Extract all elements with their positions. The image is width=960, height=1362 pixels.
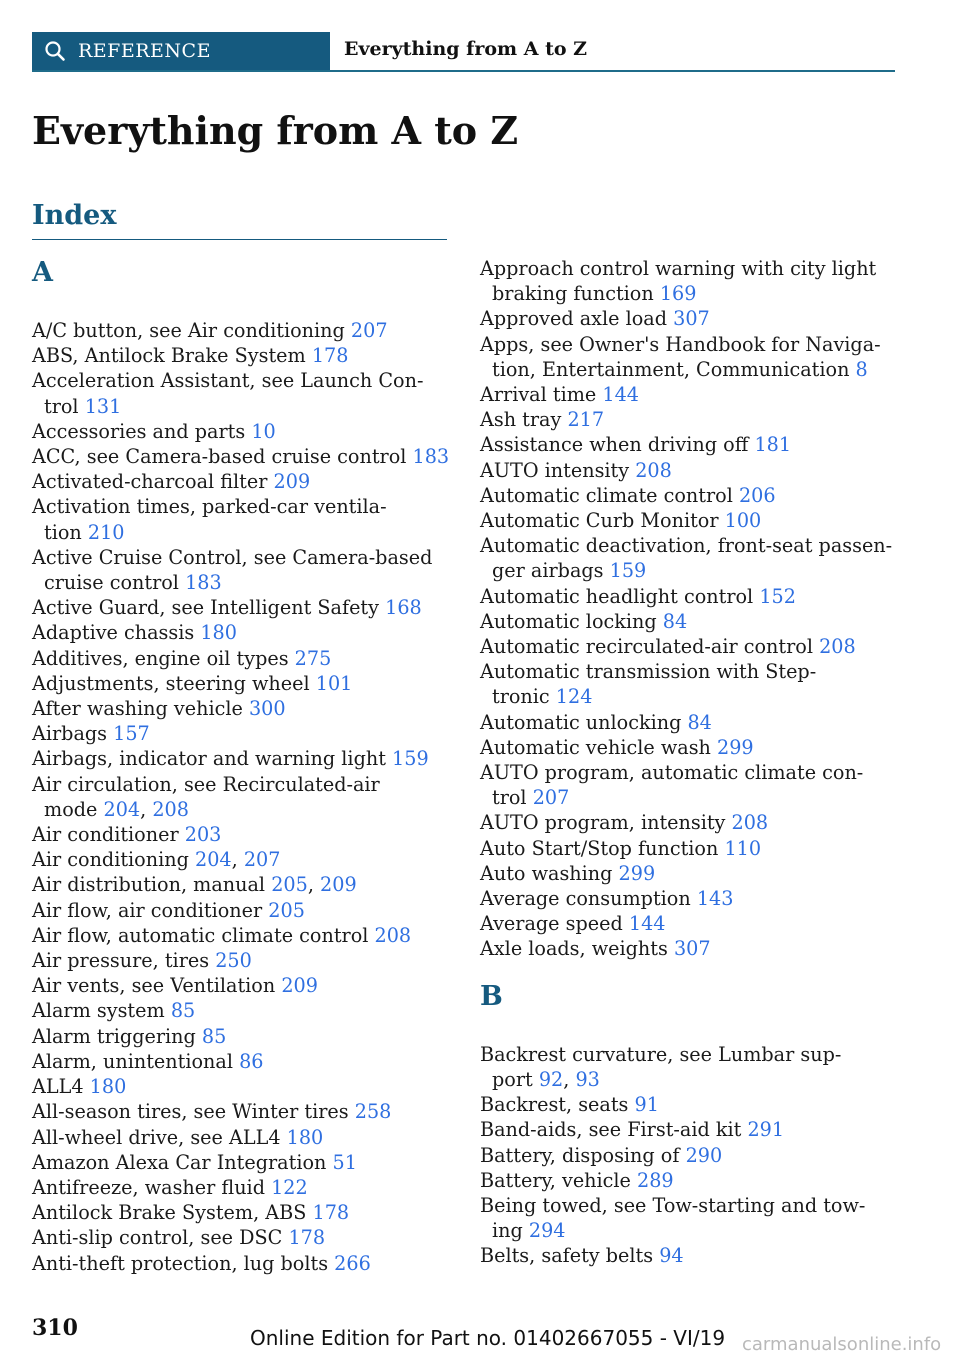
page-link[interactable]: 181 xyxy=(754,433,792,457)
page-link[interactable]: 307 xyxy=(673,307,710,331)
index-entry-text: Activated-charcoal filter xyxy=(32,470,268,494)
page-link[interactable]: 258 xyxy=(354,1100,392,1124)
index-entry-text: Adjustments, steering wheel xyxy=(32,671,310,695)
index-entry-text: Automatic vehicle wash xyxy=(480,735,711,759)
page-link[interactable]: 250 xyxy=(215,949,252,973)
index-entry xyxy=(32,318,452,343)
index-entry-text: Being towed, see Tow-starting and tow- ing xyxy=(480,1193,866,1243)
page-link[interactable]: 152 xyxy=(759,584,796,608)
page-link[interactable]: 205 xyxy=(268,898,305,922)
index-entry-text: Arrival time xyxy=(480,383,597,407)
index-entry-text: All-wheel drive, see ALL4 xyxy=(32,1125,281,1149)
footer-edition-text: Online Edition for Part no. 01402667055 - VI/19 xyxy=(250,1326,726,1350)
index-entry-text: Battery, vehicle xyxy=(480,1168,631,1192)
page-link[interactable]: 209 xyxy=(281,974,318,998)
index-entry xyxy=(32,1200,452,1225)
letter-heading-a: A xyxy=(32,257,53,288)
index-entry xyxy=(480,810,900,835)
index-entry-text: Average consumption xyxy=(480,887,691,911)
index-entry-text: Automatic unlocking xyxy=(480,710,682,734)
index-entry: Backrest curvature, see Lumbar sup- port 92, 93 xyxy=(480,1042,842,1091)
page-link[interactable]: 208 xyxy=(152,797,189,821)
index-entry-text: Adaptive chassis xyxy=(32,621,195,645)
page-header xyxy=(32,32,895,72)
page-link[interactable]: 122 xyxy=(271,1175,308,1199)
page-link[interactable]: 8 xyxy=(855,357,868,381)
page-link[interactable]: 294 xyxy=(528,1219,566,1243)
index-entry xyxy=(32,721,452,746)
index-entry xyxy=(480,936,900,961)
index-entry-text: Active Cruise Control, see Camera-based cruise control xyxy=(32,545,433,595)
page-link[interactable]: 203 xyxy=(184,823,222,847)
page-link[interactable]: 159 xyxy=(392,747,429,771)
index-entry xyxy=(32,1251,452,1276)
index-entry xyxy=(32,494,452,544)
index-entry xyxy=(480,1168,900,1193)
index-entry-text: Automatic transmission with Step- tronic xyxy=(480,660,817,709)
index-entry-text: After washing vehicle xyxy=(32,697,243,721)
index-entry-text: Acceleration Assistant, see Launch Con- trol xyxy=(32,369,424,418)
index-entry-text: Alarm triggering xyxy=(32,1024,196,1048)
index-entry xyxy=(480,1092,900,1117)
index-entry xyxy=(32,923,452,948)
index-entry-text: Automatic headlight control xyxy=(480,584,754,608)
page-link[interactable]: 204 xyxy=(103,797,141,821)
index-entry-text: AUTO program, automatic climate con- trol xyxy=(480,761,864,810)
index-entry xyxy=(480,332,900,382)
page-link[interactable]: 131 xyxy=(84,394,122,418)
index-entry-text: A/C button, see Air conditioning xyxy=(32,319,345,342)
page-link[interactable]: 85 xyxy=(170,999,196,1023)
index-entry-text: Backrest, seats xyxy=(480,1093,629,1117)
page-link[interactable]: 208 xyxy=(819,635,856,659)
page-link[interactable]: 157 xyxy=(113,722,150,746)
page-link[interactable]: 180 xyxy=(286,1125,324,1149)
index-entry xyxy=(480,1117,900,1142)
index-entry xyxy=(480,1243,900,1268)
index-entry-text: Battery, disposing of xyxy=(480,1143,680,1167)
index-entry-text: Automatic climate control xyxy=(480,483,733,507)
index-entries-b xyxy=(480,1042,900,1269)
index-entry: Air conditioning 204, 207 xyxy=(32,848,281,872)
index-entry-text: Air flow, air conditioner xyxy=(32,898,263,922)
page-link[interactable]: 217 xyxy=(567,408,605,432)
reference-tab[interactable] xyxy=(32,32,330,70)
index-entry-text: Backrest curvature, see Lumbar sup- port xyxy=(480,1042,842,1091)
index-entry-text: Auto Start/Stop function xyxy=(480,836,719,860)
index-entry-text: All-season tires, see Winter tires xyxy=(32,1100,349,1124)
index-entry-text: Assistance when driving off xyxy=(480,433,749,457)
index-entry-text: Alarm, unintentional xyxy=(32,1049,233,1073)
index-entry xyxy=(480,1193,900,1243)
page-link[interactable]: 208 xyxy=(635,458,672,482)
header-section-title: Everything from A to Z xyxy=(344,38,588,60)
index-entry xyxy=(480,836,900,861)
index-entry-text: Automatic recirculated-air control xyxy=(480,635,813,659)
index-entry xyxy=(480,760,900,810)
page-link[interactable]: 209 xyxy=(320,873,357,897)
search-icon xyxy=(44,40,66,62)
index-entries-a-left xyxy=(32,318,452,1276)
index-entry xyxy=(480,634,900,659)
index-entry-text: Approved axle load xyxy=(480,307,667,331)
index-entry xyxy=(32,545,452,595)
index-entry xyxy=(32,469,452,494)
watermark-text: carmanualsonline.info xyxy=(742,1334,942,1355)
index-entry-text: Air pressure, tires xyxy=(32,949,210,973)
index-entry-text: Anti-slip control, see DSC xyxy=(32,1226,283,1250)
index-entry-text: Air flow, automatic climate control xyxy=(32,923,369,947)
index-entry xyxy=(32,368,452,418)
page-link[interactable]: 86 xyxy=(239,1049,264,1073)
index-entry-text: Automatic locking xyxy=(480,609,657,633)
page-link[interactable]: 178 xyxy=(311,344,349,368)
page-link[interactable]: 183 xyxy=(185,571,222,595)
index-entry xyxy=(32,973,452,998)
page-link[interactable]: 94 xyxy=(659,1244,684,1268)
page-link[interactable]: 209 xyxy=(273,470,311,494)
page-link[interactable]: 92 xyxy=(538,1067,564,1091)
index-entry-text: Antilock Brake System, ABS xyxy=(32,1201,307,1225)
index-entry-text: Air vents, see Ventilation xyxy=(32,974,276,998)
index-entry-text: Air circulation, see Recirculated-air mode xyxy=(32,772,380,821)
index-entry xyxy=(480,483,900,508)
index-entry xyxy=(32,1099,452,1124)
page-link[interactable]: 307 xyxy=(673,937,711,961)
page-link[interactable]: 208 xyxy=(374,923,412,947)
index-entry-text: Airbags, indicator and warning light xyxy=(32,747,386,771)
page-title: Everything from A to Z xyxy=(32,108,519,153)
page-number: 310 xyxy=(32,1315,78,1341)
page-link[interactable]: 168 xyxy=(385,596,422,620)
index-entry: Air distribution, manual 205, 209 xyxy=(32,873,357,897)
page-link[interactable]: 275 xyxy=(294,646,332,670)
index-entry xyxy=(480,407,900,432)
index-entry xyxy=(480,886,900,911)
index-entry xyxy=(480,508,900,533)
index-entry xyxy=(32,343,452,368)
index-entry-text: Amazon Alexa Car Integration xyxy=(32,1150,327,1174)
index-entry-text: Air conditioning xyxy=(32,848,189,872)
index-entry xyxy=(32,1024,452,1049)
page-link[interactable]: 210 xyxy=(87,520,125,544)
page-link[interactable]: 180 xyxy=(89,1075,127,1099)
index-entry xyxy=(32,620,452,645)
index-entry-text: Air conditioner xyxy=(32,823,179,847)
index-entry xyxy=(480,306,900,331)
page-link[interactable]: 178 xyxy=(312,1201,350,1225)
page-link[interactable]: 85 xyxy=(201,1024,227,1048)
index-entry-text: Approach control warning with city light braking function xyxy=(480,257,877,306)
index-entry xyxy=(32,419,452,444)
index-entry xyxy=(32,671,452,696)
index-entry-text: Alarm system xyxy=(32,999,165,1023)
index-column-left xyxy=(32,256,452,1276)
index-entry-text: Activation times, parked-car ventila- tion xyxy=(32,495,387,544)
index-entry xyxy=(32,444,452,469)
page-link[interactable]: 204 xyxy=(194,848,232,872)
page-link[interactable]: 93 xyxy=(575,1067,600,1091)
index-entry-text: Automatic Curb Monitor xyxy=(480,509,719,533)
page-link[interactable]: 208 xyxy=(731,811,769,835)
index-entry-text: Antifreeze, washer fluid xyxy=(32,1175,265,1199)
page-link[interactable]: 300 xyxy=(248,697,286,721)
page-link[interactable]: 180 xyxy=(200,621,237,645)
index-entry-text: AUTO program, intensity xyxy=(480,811,726,835)
index-heading: Index xyxy=(32,200,447,240)
page-link[interactable]: 84 xyxy=(687,710,712,734)
index-entry xyxy=(480,256,900,306)
index-entry-text: ABS, Antilock Brake System xyxy=(32,344,306,368)
page-link[interactable]: 159 xyxy=(609,559,647,583)
index-entry xyxy=(480,432,900,457)
index-entry xyxy=(32,1175,452,1200)
index-entry xyxy=(32,746,452,771)
page-link[interactable]: 91 xyxy=(634,1093,659,1117)
index-entry-text: Additives, engine oil types xyxy=(32,646,289,670)
index-entry xyxy=(480,458,900,483)
index-entry-text: Average speed xyxy=(480,912,623,936)
index-entry: Air circulation, see Recirculated-air mode 204, 208 xyxy=(32,772,380,821)
index-entry-text: Airbags xyxy=(32,722,108,746)
index-entry xyxy=(480,735,900,760)
page-link[interactable]: 100 xyxy=(724,509,762,533)
page-link[interactable]: 205 xyxy=(271,873,308,897)
letter-heading-b: B xyxy=(480,980,503,1012)
index-entry xyxy=(32,595,452,620)
page-link[interactable]: 144 xyxy=(628,912,666,936)
index-column-right xyxy=(480,256,900,1269)
page-link[interactable]: 84 xyxy=(662,609,688,633)
page-link[interactable]: 299 xyxy=(618,861,656,885)
page-link[interactable]: 144 xyxy=(602,383,639,407)
index-entry-text: Active Guard, see Intelligent Safety xyxy=(32,596,379,620)
index-entry-text: Auto washing xyxy=(480,861,613,885)
index-entry-text: Band-aids, see First-aid kit xyxy=(480,1118,742,1142)
index-entry xyxy=(480,584,900,609)
page-link[interactable]: 10 xyxy=(251,419,276,443)
index-entry xyxy=(32,1074,452,1099)
index-entry xyxy=(32,822,452,847)
index-entry-text: Belts, safety belts xyxy=(480,1244,654,1268)
page-link[interactable]: 299 xyxy=(717,735,754,759)
index-entry xyxy=(32,998,452,1023)
index-entry xyxy=(32,1225,452,1250)
index-entry-text: AUTO intensity xyxy=(480,458,630,482)
page-link[interactable]: 290 xyxy=(685,1143,723,1167)
page-link[interactable]: 207 xyxy=(243,848,281,872)
index-entry xyxy=(32,696,452,721)
index-entry-text: ALL4 xyxy=(32,1075,84,1099)
page-link[interactable]: 169 xyxy=(659,282,697,306)
index-entry xyxy=(32,1049,452,1074)
index-entry-text: Air distribution, manual xyxy=(32,873,266,897)
index-entry-text: Anti-theft protection, lug bolts xyxy=(32,1251,329,1275)
page-link[interactable]: 289 xyxy=(637,1168,674,1192)
page-link[interactable]: 178 xyxy=(288,1226,326,1250)
index-entry-text: Automatic deactivation, front-seat passen- ger airbags xyxy=(480,534,893,583)
index-entry xyxy=(480,710,900,735)
reference-tab-label: REFERENCE xyxy=(78,40,211,62)
index-entry-text: Apps, see Owner's Handbook for Naviga- tion, Entertainment, Communication xyxy=(480,332,881,381)
index-entry xyxy=(32,898,452,923)
index-entry xyxy=(32,646,452,671)
index-entry-text: ACC, see Camera-based cruise control xyxy=(32,445,407,469)
index-entry xyxy=(480,533,900,583)
index-entry-text: Accessories and parts xyxy=(32,419,246,443)
index-entry xyxy=(480,609,900,634)
page-link[interactable]: 266 xyxy=(334,1251,371,1275)
index-entry xyxy=(480,1143,900,1168)
page-link[interactable]: 143 xyxy=(696,887,734,911)
index-entry-text: Axle loads, weights xyxy=(480,937,668,961)
index-entry xyxy=(32,1150,452,1175)
index-entries-a-right xyxy=(480,256,900,962)
page-link[interactable]: 101 xyxy=(315,671,353,695)
index-entry xyxy=(32,948,452,973)
page-link[interactable]: 183 xyxy=(412,445,450,469)
page-link[interactable]: 110 xyxy=(724,836,762,860)
index-entry xyxy=(480,659,900,709)
index-entry xyxy=(480,861,900,886)
page-link[interactable]: 207 xyxy=(532,786,570,810)
index-entry xyxy=(480,911,900,936)
page-link[interactable]: 206 xyxy=(738,483,776,507)
index-entry xyxy=(480,382,900,407)
page-link[interactable]: 291 xyxy=(747,1118,785,1142)
index-entry xyxy=(32,1125,452,1150)
page-link[interactable]: 51 xyxy=(332,1150,357,1174)
index-entry-text: Ash tray xyxy=(480,408,562,432)
page-link[interactable]: 207 xyxy=(350,319,388,342)
page-link[interactable]: 124 xyxy=(555,685,593,709)
